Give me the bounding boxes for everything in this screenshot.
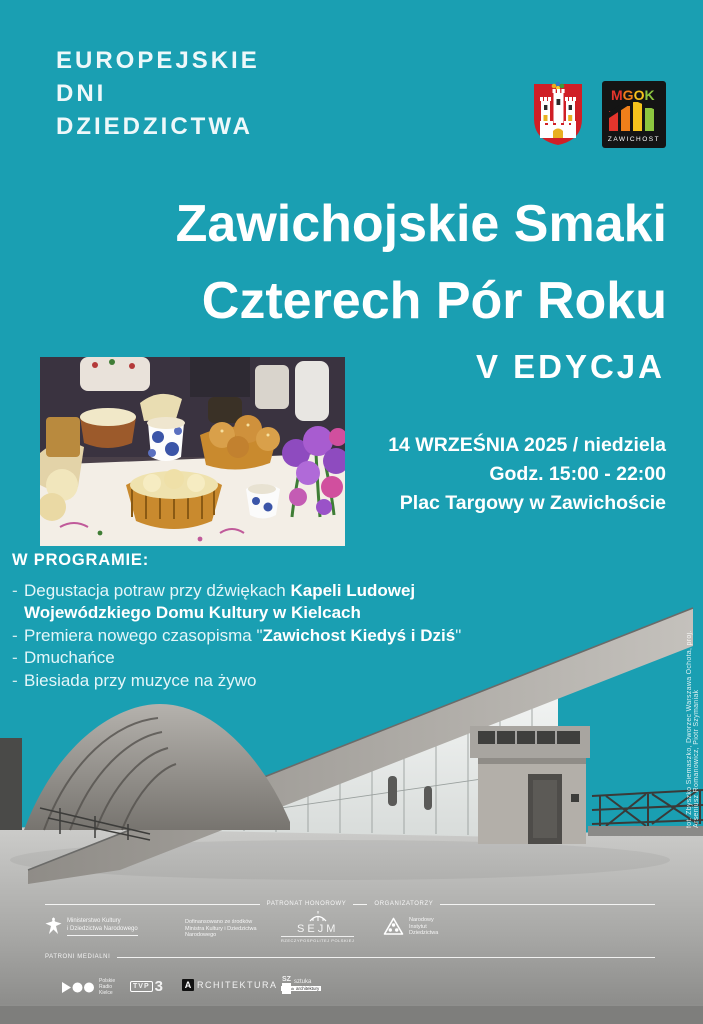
svg-text:MGOK: MGOK bbox=[611, 87, 655, 103]
funding-line3: Narodowego bbox=[185, 932, 217, 938]
nid-triangle-icon bbox=[383, 917, 404, 936]
honorary-label: PATRONAT HONOROWY bbox=[266, 901, 347, 907]
organizers-label: ORGANIZATORZY bbox=[374, 901, 434, 907]
play-circles-icon bbox=[62, 982, 94, 993]
curved-shell-roof bbox=[24, 704, 290, 830]
edition-label: V EDYCJA bbox=[475, 348, 665, 385]
event-info bbox=[388, 431, 666, 518]
media-patrons-label: PATRONI MEDIALNI bbox=[45, 954, 111, 960]
sz-block-icon bbox=[282, 983, 291, 994]
program-list bbox=[12, 580, 461, 693]
program-line: - Biesiada przy muzyce na żywo bbox=[12, 670, 461, 693]
sponsor-footer bbox=[0, 890, 703, 1024]
edd-logo bbox=[56, 44, 260, 143]
divider-line bbox=[117, 957, 655, 958]
tvp-box: TVP bbox=[130, 981, 153, 992]
event-time: Godz. 15:00 - 22:00 bbox=[489, 463, 666, 485]
nid-line1: Narodowy bbox=[409, 917, 434, 923]
program-line: - Premiera nowego czasopisma "Zawichost Kiedyś i Dziś" bbox=[12, 625, 461, 648]
sejm-dome-icon bbox=[307, 911, 329, 922]
tvp-number: 3 bbox=[154, 978, 163, 995]
photo-credit: fot. Zbyszko Siemaszko, Dworzec Warszawa Ochota, proj. Arseniusz Romanowicz, Piotr Szymaniak bbox=[686, 630, 700, 828]
program-line: Wojewódzkiego Domu Kultury w Kielcach bbox=[24, 603, 361, 622]
sejm-sub: RZECZYPOSPOLITEJ POLSKIEJ bbox=[281, 938, 355, 943]
ministry-logo bbox=[45, 917, 138, 937]
concrete-tower bbox=[470, 726, 590, 844]
program-line: - Dmuchańce bbox=[12, 647, 461, 670]
kiosk-silhouette bbox=[0, 738, 22, 830]
event-date: 14 WRZEŚNIA 2025 / niedziela bbox=[388, 434, 666, 456]
program-line: - Degustacja potraw przy dźwiękach Kapeli Ludowej bbox=[12, 580, 461, 603]
architektura-murator-logo bbox=[182, 979, 298, 991]
funding-line2: Ministra Kultury i Dziedzictwa bbox=[185, 925, 257, 932]
edd-logo-line3: DZIEDZICTWA bbox=[56, 113, 253, 140]
nid-line2: Instytut bbox=[409, 923, 427, 930]
radio-line2: Radio bbox=[99, 984, 113, 990]
funding-line1: Dofinansowano ze środków bbox=[185, 919, 253, 925]
radio-line1: Polskie bbox=[99, 978, 116, 984]
zawichost-coat-of-arms-icon bbox=[532, 79, 584, 147]
program-heading: W PROGRAMIE: bbox=[12, 551, 150, 569]
edd-logo-line2: DNI bbox=[56, 80, 107, 107]
event-place: Plac Targowy w Zawichoście bbox=[399, 492, 666, 514]
sejm-word: SEJM bbox=[297, 923, 339, 935]
sz-mark: SZ bbox=[282, 976, 291, 983]
poster-title bbox=[176, 186, 667, 340]
nid-logo bbox=[383, 917, 438, 937]
architektura-word: RCHITEKTURA bbox=[197, 980, 278, 990]
mgok-city-label: ZAWICHOST bbox=[607, 136, 661, 143]
sz-word: sztuka bbox=[294, 978, 312, 985]
honorary-divider bbox=[45, 901, 655, 907]
mgok-zawichost-logo bbox=[602, 81, 666, 148]
polskie-radio-logo bbox=[62, 978, 115, 996]
media-divider bbox=[45, 954, 655, 960]
title-line1: Zawichojskie Smaki bbox=[175, 195, 667, 253]
edd-logo-line1: EUROPEJSKIE bbox=[56, 47, 260, 74]
radio-line3: Kielce bbox=[99, 990, 113, 996]
funding-note bbox=[185, 919, 257, 939]
sejm-logo bbox=[281, 911, 354, 943]
divider-line bbox=[440, 904, 655, 905]
nid-line3: Dziedzictwa bbox=[409, 930, 439, 936]
food-table-photo bbox=[40, 357, 345, 546]
bullet-mark: - bbox=[12, 670, 18, 690]
bullet-mark: - bbox=[12, 625, 18, 645]
tvp3-logo bbox=[130, 978, 163, 995]
ministry-line2: i Dziedzictwa Narodowego bbox=[67, 925, 138, 932]
divider-line bbox=[353, 904, 367, 905]
sz-sub: architektury bbox=[296, 986, 320, 992]
sztuka-architektury-logo bbox=[282, 976, 321, 994]
ministry-line1: Ministerstwo Kultury bbox=[67, 918, 121, 924]
title-line2: Czterech Pór Roku bbox=[201, 272, 667, 330]
bullet-mark: - bbox=[12, 580, 18, 600]
divider-line bbox=[45, 904, 260, 905]
eagle-icon bbox=[45, 917, 62, 937]
bullet-mark: - bbox=[12, 648, 18, 667]
program-section bbox=[12, 549, 461, 692]
architektura-a-icon: A bbox=[182, 979, 194, 991]
